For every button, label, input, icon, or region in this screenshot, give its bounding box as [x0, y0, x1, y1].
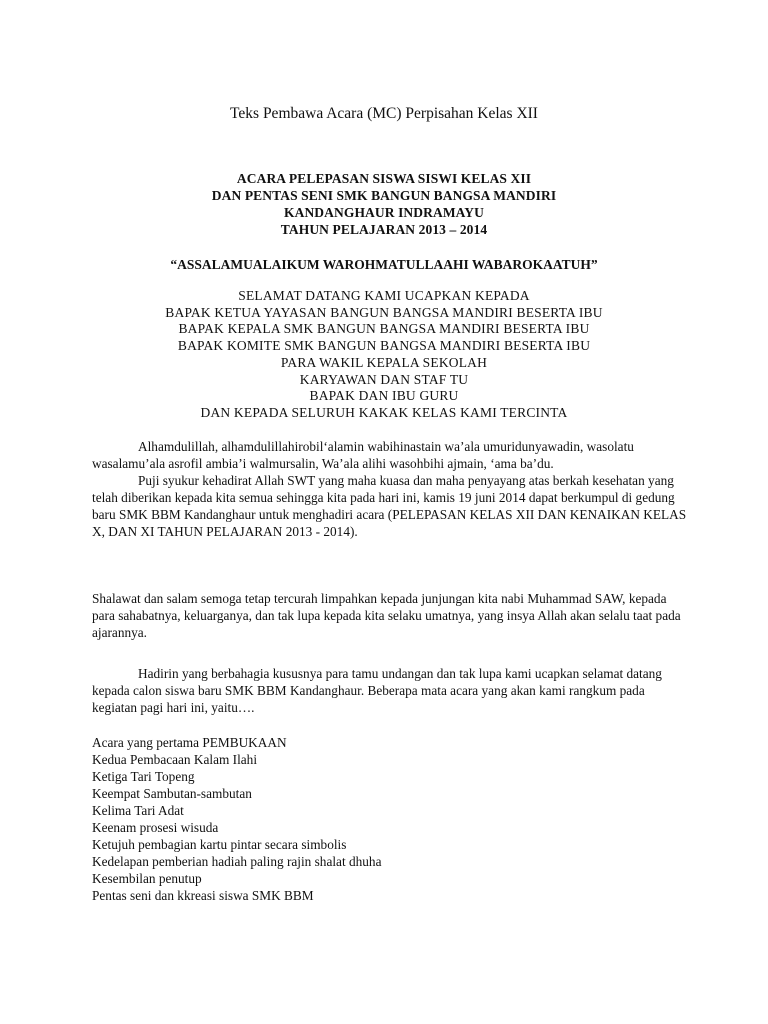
event-header-line: KANDANGHAUR INDRAMAYU	[284, 205, 484, 220]
welcome-block	[0, 288, 768, 422]
agenda-item: Keempat Sambutan-sambutan	[92, 786, 252, 801]
islamic-greeting: “ASSALAMUALAIKUM WAROHMATULLAAHI WABAROKAATUH”	[170, 257, 598, 272]
welcome-line: BAPAK KETUA YAYASAN BANGUN BANGSA MANDIRI BESERTA IBU	[165, 304, 603, 320]
welcome-line: BAPAK DAN IBU GURU	[309, 388, 459, 404]
welcome-line: BAPAK KEPALA SMK BANGUN BANGSA MANDIRI BESERTA IBU	[178, 321, 590, 337]
document-title: Teks Pembawa Acara (MC) Perpisahan Kelas XII	[230, 105, 538, 122]
agenda-item: Kesembilan penutup	[92, 871, 202, 886]
hadirin-section	[92, 665, 692, 716]
event-header-line: TAHUN PELAJARAN 2013 – 2014	[280, 222, 488, 237]
event-header-line: DAN PENTAS SENI SMK BANGUN BANGSA MANDIRI	[211, 188, 557, 203]
paragraph-shalawat: Shalawat dan salam semoga tetap tercurah limpahkan kepada junjungan kita nabi Muhammad SAW, kepada para sahabatnya, keluarganya, dan tak lupa kepada kita selaku umatnya, yang insya Allah akan selalu taat pada ajarannya.	[92, 591, 681, 640]
paragraph-hamdalah: Alhamdulillah, alhamdulillahirobil‘alamin wabihinastain wa’ala umuridunyawadin, wasolatu wasalamu’ala asrofil ambia’i walmursalin, Wa’ala alihi wasohbihi ajmain, ‘ama ba’du.	[92, 439, 634, 471]
event-header-line: ACARA PELEPASAN SISWA SISWI KELAS XII	[236, 171, 532, 186]
welcome-line: KARYAWAN DAN STAF TU	[299, 371, 469, 387]
paragraph-puji-syukur: Puji syukur kehadirat Allah SWT yang maha kuasa dan maha penyayang atas berkah kesehatan yang telah diberikan kepada kita semua sehingga kita pada hari ini, kamis 19 juni 2014 dapat berkumpul di gedung baru SMK BBM Kandanghaur untuk menghadiri acara (PELEPASAN KELAS XII DAN KENAIKAN KELAS X, DAN XI TAHUN PELAJARAN 2013 - 2014).	[92, 473, 687, 539]
welcome-line: PARA WAKIL KEPALA SEKOLAH	[280, 354, 488, 370]
agenda-item: Kedelapan pemberian hadiah paling rajin shalat dhuha	[92, 854, 382, 869]
welcome-line: BAPAK KOMITE SMK BANGUN BANGSA MANDIRI BESERTA IBU	[177, 338, 591, 354]
agenda-item: Acara yang pertama PEMBUKAAN	[92, 735, 287, 750]
agenda-item: Ketujuh pembagian kartu pintar secara simbolis	[92, 837, 347, 852]
agenda-item: Ketiga Tari Topeng	[92, 769, 195, 784]
welcome-line: SELAMAT DATANG KAMI UCAPKAN KEPADA	[238, 288, 530, 303]
agenda-item: Kelima Tari Adat	[92, 803, 184, 818]
opening-paragraphs	[92, 438, 692, 540]
shalawat-section	[92, 590, 692, 641]
paragraph-hadirin: Hadirin yang berbahagia kususnya para tamu undangan dan tak lupa kami ucapkan selamat datang kepada calon siswa baru SMK BBM Kandanghaur. Beberapa mata acara yang akan kami rangkum pada kegiatan pagi hari ini, yaitu….	[92, 666, 662, 715]
agenda-list	[92, 734, 692, 904]
event-header	[0, 170, 768, 238]
welcome-line: DAN KEPADA SELURUH KAKAK KELAS KAMI TERCINTA	[200, 404, 568, 420]
agenda-item: Keenam prosesi wisuda	[92, 820, 219, 835]
agenda-item: Pentas seni dan kkreasi siswa SMK BBM	[92, 888, 314, 903]
agenda-item: Kedua Pembacaan Kalam Ilahi	[92, 752, 258, 767]
